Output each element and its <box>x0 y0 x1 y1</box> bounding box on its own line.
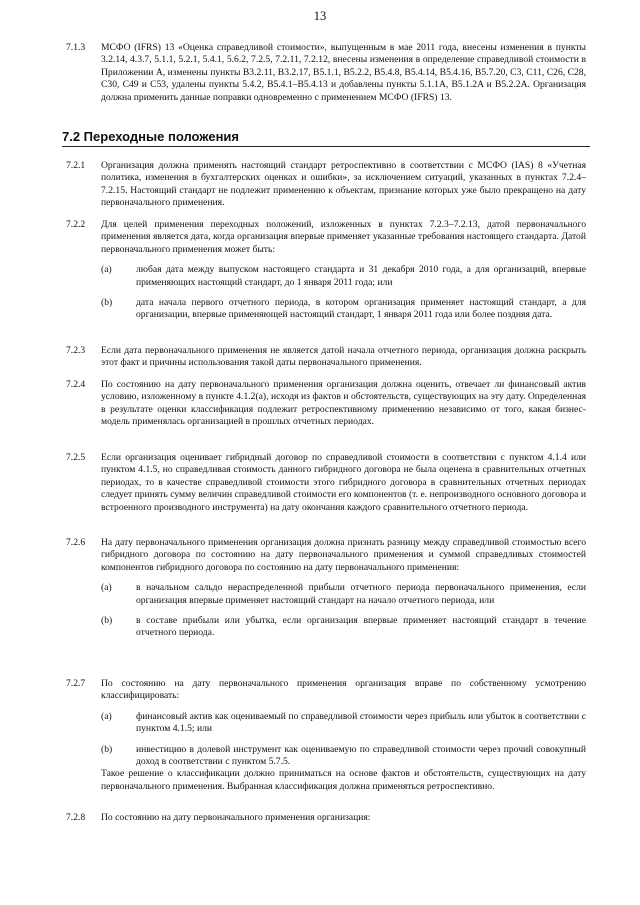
paragraph-number: 7.1.3 <box>66 42 86 53</box>
page-number: 13 <box>313 9 327 23</box>
paragraph-text: По состоянию на дату первоначального применения организация должна оценить, отвечает ли финансовый актив условию, изложенному в пункте 4.1.2(а), исходя из фактов и обстоятельств, существующих на эту дату. Определенная в результате оценки классификация подлежит ретроспективному применению независимо от того, какая бизнес-модель применялась организацией в прошлых отчетных периодах. <box>101 379 586 428</box>
list-item-text: финансовый актив как оцениваемый по справедливой стоимости через прибыль или убыток в соответствии с пунктом 4.1.5; или <box>136 710 586 735</box>
list-item <box>101 582 586 607</box>
list-item-letter: (b) <box>101 297 113 309</box>
list-item-letter: (b) <box>101 615 113 627</box>
paragraph-7-2-3 <box>66 345 586 370</box>
paragraph-closing-text: Такое решение о классификации должно приниматься на основе фактов и обстоятельств, существующих на дату первоначального применения. Выбранная классификация должна применяться ретроспективно. <box>101 768 586 792</box>
list-item <box>101 264 586 289</box>
paragraph-7-2-7 <box>66 678 586 793</box>
paragraph-text: Если организация оценивает гибридный договор по справедливой стоимости в соответствии с пунктом 4.1.4 или пунктом 4.1.5, но справедливая стоимость данного гибридного договора не была оценена в сравнительных отчетных периодах, то в качестве справедливой стоимости этого гибридного договора в сравнительных отчетных периодах следует принять сумму величин справедливой стоимости его компонентов (т. е. непроизводного основного договора и встроенного производного инструмента) на дату окончания каждого сравнительного отчетного периода. <box>101 452 586 513</box>
list-item <box>101 744 586 769</box>
paragraph-7-2-5 <box>66 452 586 514</box>
list-item <box>101 711 586 736</box>
paragraph-number: 7.2.7 <box>66 678 86 689</box>
list-item-letter: (b) <box>101 743 113 755</box>
paragraph-text: По состоянию на дату первоначального применения организация: <box>101 812 371 823</box>
paragraph-7-2-1 <box>66 160 586 210</box>
paragraph-number: 7.2.4 <box>66 379 86 390</box>
list-item <box>101 615 586 640</box>
list-item-text: в составе прибыли или убытка, если организация впервые применяет настоящий стандарт в течение отчетного периода. <box>136 615 586 639</box>
paragraph-text: Организация должна применять настоящий стандарт ретроспективно в соответствии с МСФО (IAS) 8 «Учетная политика, изменения в бухгалтерских оценках и ошибки», за исключением ситуаций, указанных в пунктах 7.2.4–7.2.15. Настоящий стандарт не подлежит применению к объектам, признание которых уже было прекращено на дату первоначального применения. <box>101 160 586 209</box>
paragraph-7-2-6 <box>66 537 586 640</box>
list-item-letter: (a) <box>101 264 112 276</box>
paragraph-number: 7.2.1 <box>66 160 86 171</box>
paragraph-number: 7.2.8 <box>66 812 86 823</box>
paragraph-number: 7.2.2 <box>66 219 86 230</box>
paragraph-text: Если дата первоначального применения не является датой начала отчетного периода, организация должна раскрыть этот факт и причины использования такой даты первоначального применения. <box>101 345 586 369</box>
paragraph-7-1-3 <box>66 42 586 104</box>
paragraph-7-2-2 <box>66 219 586 322</box>
list-item-text: любая дата между выпуском настоящего стандарта и 31 декабря 2010 года, а для организаций, впервые применяющих настоящий стандарт, до 1 января 2011 года; или <box>136 264 586 288</box>
paragraph-text: Для целей применения переходных положений, изложенных в пунктах 7.2.3–7.2.13, датой первоначального применения является дата, когда организация впервые применяет указанные требования настоящего стандарта. Датой первоначального применения может быть: <box>101 219 586 255</box>
list-item <box>101 297 586 322</box>
paragraph-number: 7.2.6 <box>66 537 86 548</box>
list-item-letter: (a) <box>101 710 112 722</box>
section-heading: 7.2 Переходные положения <box>62 129 590 147</box>
list-item-text: инвестицию в долевой инструмент как оцениваемую по справедливой стоимости через прочий совокупный доход в соответствии с пунктом 5.7.5. <box>136 743 586 768</box>
paragraph-number: 7.2.5 <box>66 452 86 463</box>
list-item-letter: (a) <box>101 582 112 594</box>
paragraph-text: На дату первоначального применения организация должна признать разницу между справедливой стоимостью всего гибридного договора по состоянию на дату первоначального применения и суммой справедливых стоимостей компонентов гибридного договора по состоянию на дату первоначального применения: <box>101 537 586 573</box>
paragraph-7-2-4 <box>66 379 586 429</box>
paragraph-text: По состоянию на дату первоначального применения организация вправе по собственному усмотрению классифицировать: <box>101 678 586 702</box>
list-item-text: в начальном сальдо нераспределенной прибыли отчетного периода первоначального применения, если организация впервые применяет настоящий стандарт на начало отчетного периода, или <box>136 582 586 606</box>
paragraph-number: 7.2.3 <box>66 345 86 356</box>
list-item-text: дата начала первого отчетного периода, в котором организация применяет настоящий стандарт, а для организации, впервые применяющей настоящий стандарт, 1 января 2011 года или более поздняя дата. <box>136 297 586 321</box>
paragraph-7-2-8 <box>66 812 586 824</box>
paragraph-text: МСФО (IFRS) 13 «Оценка справедливой стоимости», выпущенным в мае 2011 года, внесены изменения в пункты 3.2.14, 4.3.7, 5.1.1, 5.2.1, 5.4.1, 5.6.2, 7.2.5, 7.2.11, 7.2.12, внесены изменения в определение справедливой стоимости в Приложении А, изменены пункты B3.2.11, B3.2.17, B5.1.1, B5.2.2, B5.4.8, B5.4.14, B5.4.16, B5.7.20, C3, C11, C26, C28, C30, C49 и C53, удалены пункты 5.4.2, B5.4.1–B5.4.13 и добавлены пункты 5.1.1A, B5.1.2A и B5.2.2A. Организация должна применить данные поправки одновременно с применением МСФО (IFRS) 13. <box>101 42 586 103</box>
